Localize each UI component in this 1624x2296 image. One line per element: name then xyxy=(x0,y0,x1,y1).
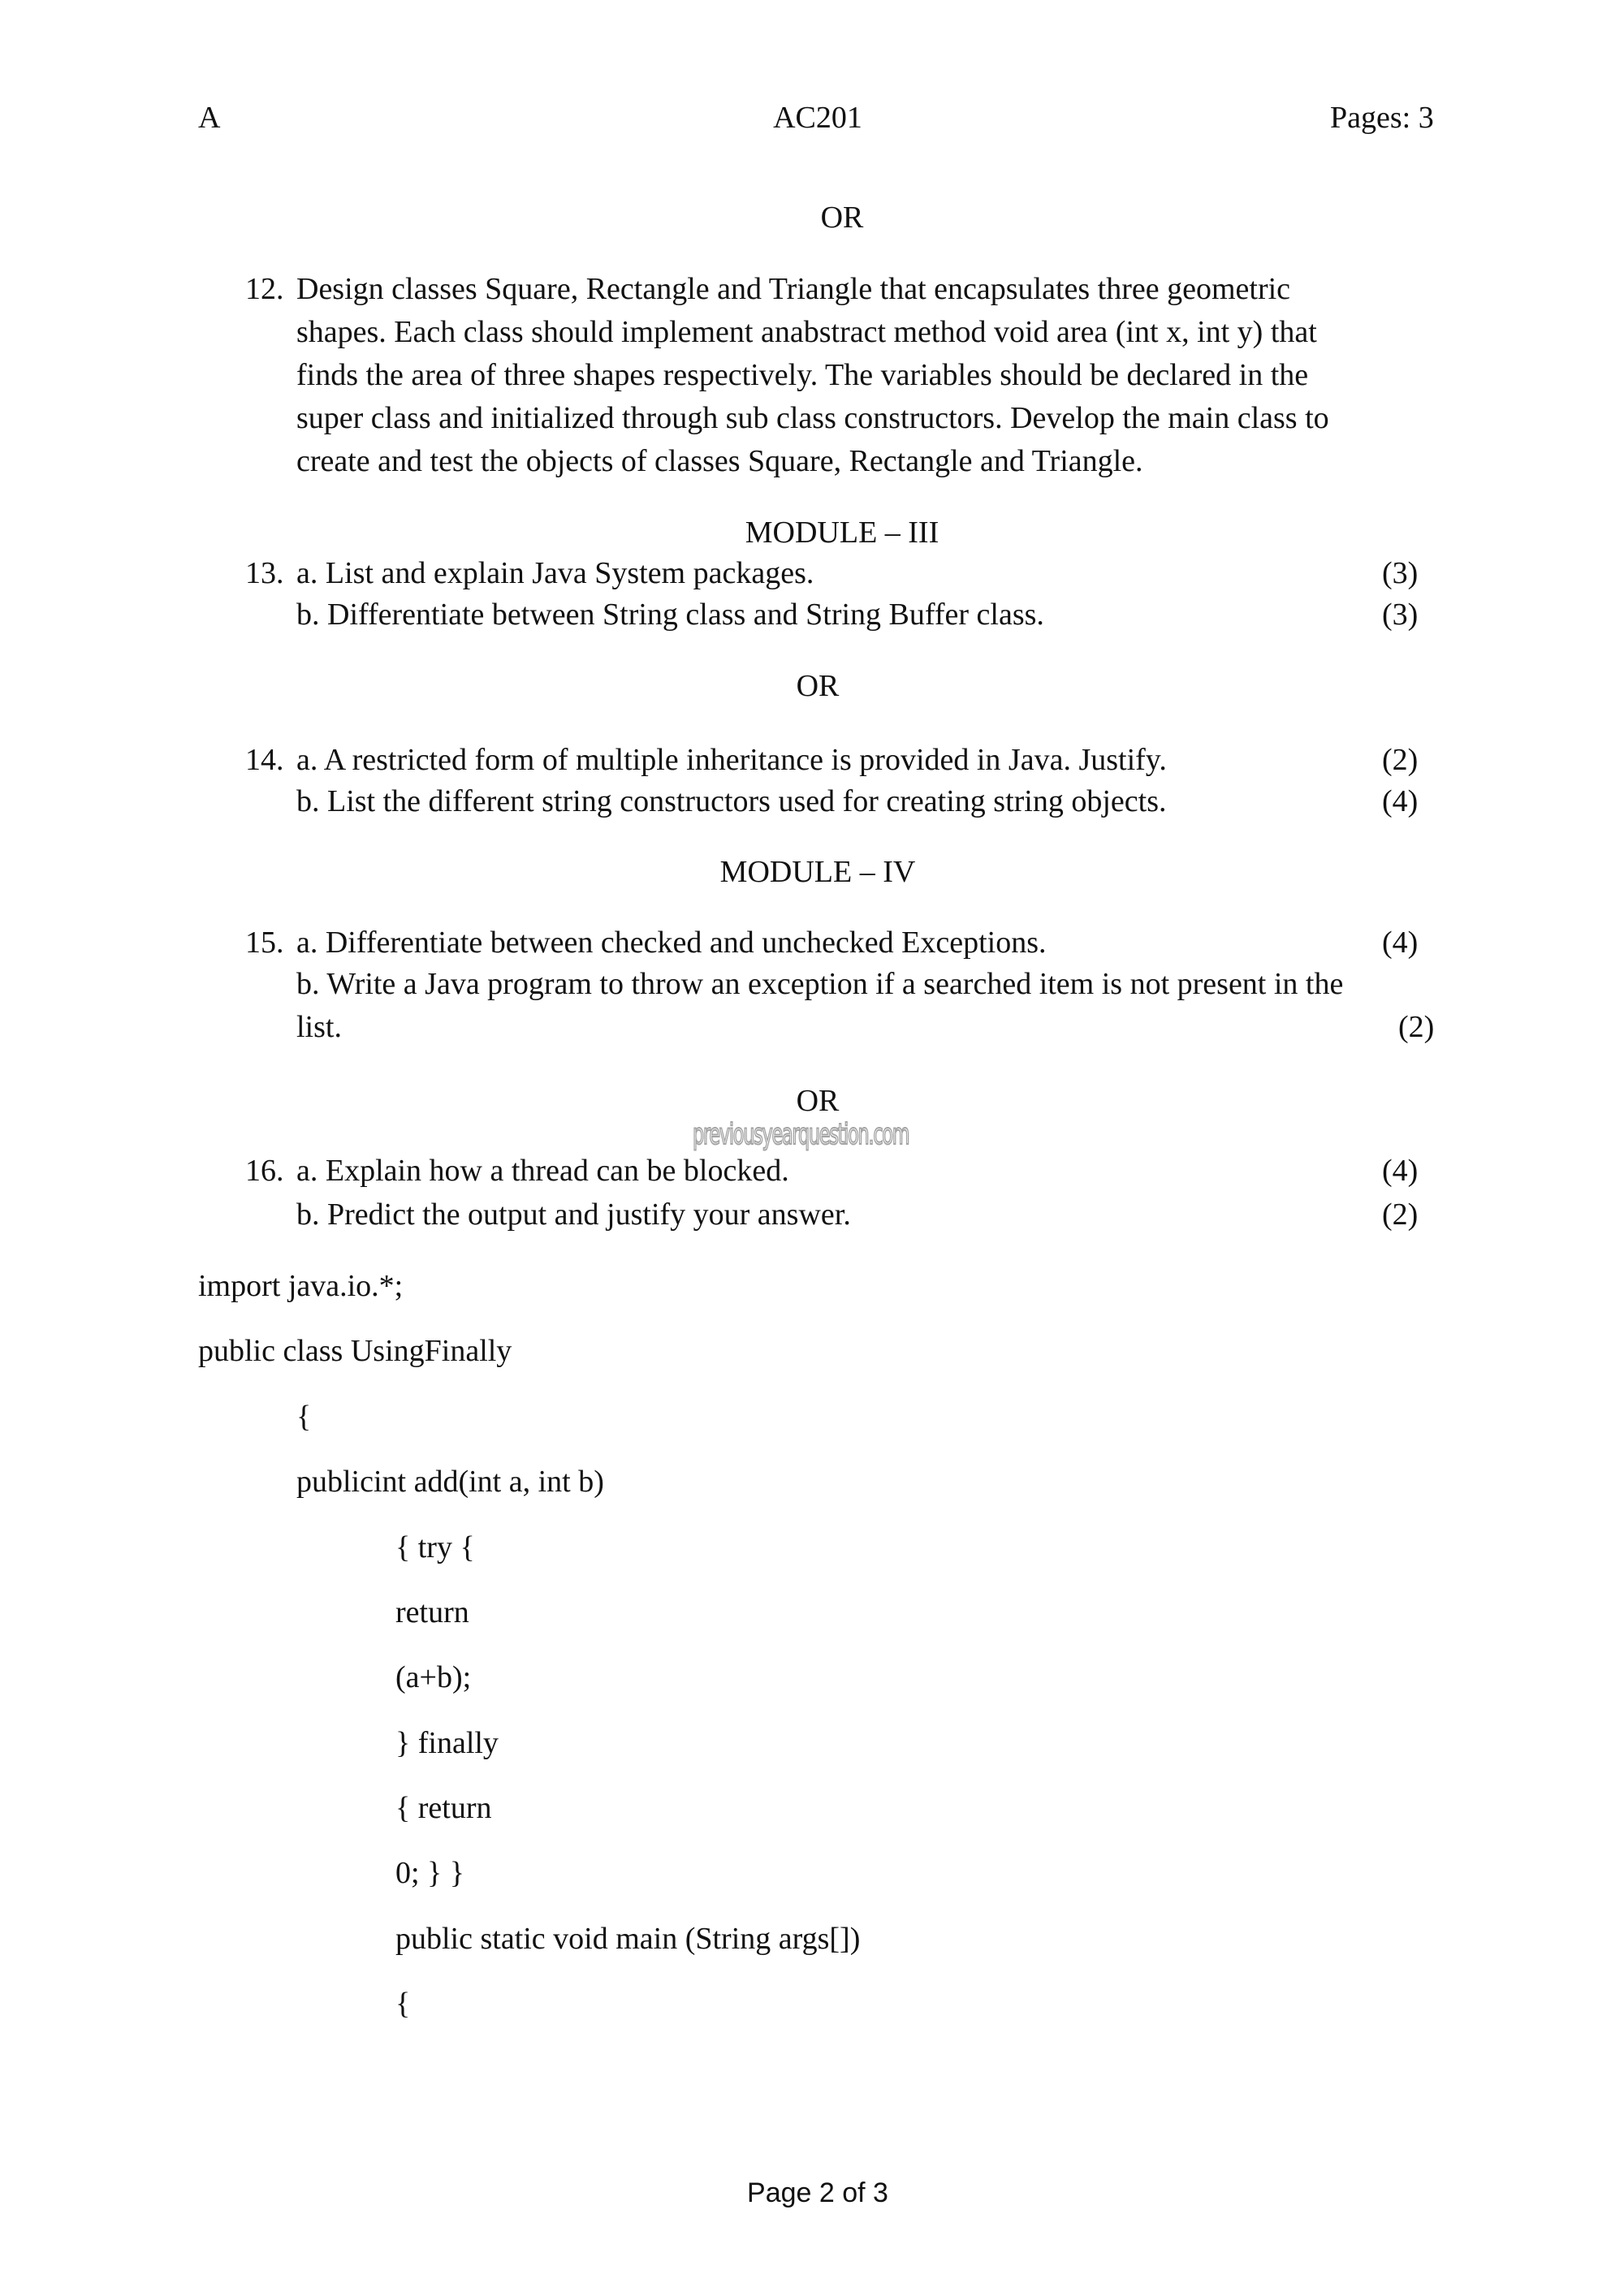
q15b-text: b. Write a Java program to throw an exception if a searched item is not present in the xyxy=(296,967,1344,1001)
or-separator: OR xyxy=(796,669,840,703)
marks-label: (3) xyxy=(1382,598,1419,632)
q12-line: create and test the objects of classes Square, Rectangle and Triangle. xyxy=(296,444,1143,478)
q16a-text: a. Explain how a thread can be blocked. xyxy=(296,1154,789,1188)
q14a-text: a. A restricted form of multiple inheritance is provided in Java. Justify. xyxy=(296,743,1167,777)
or-separator: OR xyxy=(820,201,864,235)
q13a-text: a. List and explain Java System packages. xyxy=(296,556,814,590)
series-label: A xyxy=(198,101,221,135)
marks-label: (2) xyxy=(1382,743,1419,777)
q13b-text: b. Differentiate between String class and String Buffer class. xyxy=(296,598,1044,632)
page-footer: Page 2 of 3 xyxy=(747,2177,888,2208)
q12-line: finds the area of three shapes respectively. The variables should be declared in the xyxy=(296,358,1309,392)
marks-label: (4) xyxy=(1382,784,1419,818)
code-line: public static void main (String args[]) xyxy=(395,1922,861,1956)
watermark-logo: previousyearquestion.com xyxy=(693,1118,909,1151)
q12-line: shapes. Each class should implement anabstract method void area (int x, int y) that xyxy=(296,315,1317,349)
code-line: import java.io.*; xyxy=(198,1269,404,1303)
code-line: { return xyxy=(395,1791,492,1825)
q12-line: super class and initialized through sub class constructors. Develop the main class to xyxy=(296,401,1329,435)
q12-line: Design classes Square, Rectangle and Triangle that encapsulates three geometric xyxy=(296,272,1291,306)
module-heading: MODULE – IV xyxy=(719,855,916,889)
marks-label: (3) xyxy=(1382,556,1419,590)
marks-label: (2) xyxy=(1398,1010,1435,1044)
question-number: 12. xyxy=(245,272,284,306)
code-line: return xyxy=(395,1595,469,1629)
or-separator: OR xyxy=(796,1084,840,1118)
marks-label: (4) xyxy=(1382,926,1419,960)
question-number: 16. xyxy=(245,1154,284,1188)
question-number: 13. xyxy=(245,556,284,590)
code-line: { try { xyxy=(395,1530,475,1564)
code-line: public class UsingFinally xyxy=(198,1334,512,1368)
code-line: } finally xyxy=(395,1726,499,1760)
marks-label: (4) xyxy=(1382,1154,1419,1188)
code-line: 0; } } xyxy=(395,1856,465,1890)
page-count: Pages: 3 xyxy=(1330,101,1434,135)
course-code: AC201 xyxy=(773,101,862,135)
code-line: { xyxy=(395,1987,411,2021)
q14b-text: b. List the different string constructors used for creating string objects. xyxy=(296,784,1167,818)
question-number: 14. xyxy=(245,743,284,777)
code-line: publicint add(int a, int b) xyxy=(296,1465,604,1499)
q15b-text-cont: list. xyxy=(296,1010,342,1044)
question-number: 15. xyxy=(245,926,284,960)
q16b-text: b. Predict the output and justify your answer. xyxy=(296,1198,851,1232)
marks-label: (2) xyxy=(1382,1198,1419,1232)
module-heading: MODULE – III xyxy=(745,516,939,550)
code-line: (a+b); xyxy=(395,1660,472,1694)
code-line: { xyxy=(296,1400,312,1434)
q15a-text: a. Differentiate between checked and unchecked Exceptions. xyxy=(296,926,1047,960)
